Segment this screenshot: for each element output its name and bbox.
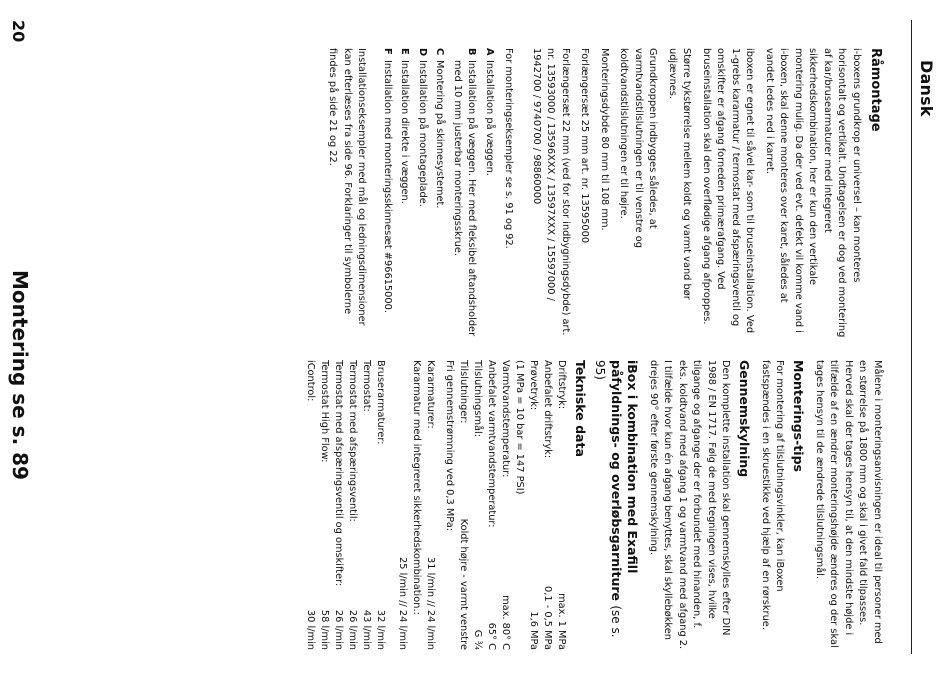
installation-text: Installation på montageplade. bbox=[417, 60, 428, 207]
paragraph: Installationseksempler med mål og ledningsdimensioner kan efterlæses fra side 96. Forklaringer til symbolerne findes på side 21 og 22. bbox=[327, 48, 368, 326]
paragraph: Forlængersæt 25 mm art. nr. 13595000 bbox=[579, 48, 591, 244]
spec-row bbox=[471, 360, 485, 650]
tekniske-data-heading: Tekniske data bbox=[573, 360, 589, 457]
flow-label: Termostat med afspæringsventil: bbox=[347, 360, 359, 522]
flow-value: 26 l/min bbox=[347, 609, 359, 650]
paragraph: Forlængersæt 22 mm (ved for stor indbygningsdybde) art. nr. 13593000 / 13596XXX / 13597XXX / 15597000 / 1942700 / 9740700 / 98860000 bbox=[531, 48, 571, 336]
flow-label: Termostat: bbox=[361, 360, 373, 412]
spec-label: Anbefalet varmtvandstemperatur: bbox=[486, 360, 498, 528]
installation-item bbox=[380, 48, 395, 338]
spec-label: Prøvetryk: bbox=[528, 360, 540, 411]
flow-value: 30 l/min bbox=[305, 609, 317, 650]
flow-value: 32 l/min bbox=[375, 609, 387, 650]
installation-item bbox=[397, 48, 412, 338]
spec-value: G ¾ bbox=[472, 629, 484, 650]
flow-value: 26 l/min bbox=[333, 609, 345, 650]
flow-label: Termostat High Flow: bbox=[319, 360, 331, 463]
ibox-subref: (se s. 95) bbox=[593, 360, 624, 638]
spec-label: Driftstryk: bbox=[556, 360, 568, 410]
installation-item bbox=[482, 48, 497, 338]
flow-label: iControl: bbox=[305, 360, 317, 402]
flow-row bbox=[396, 360, 410, 650]
flow-row bbox=[318, 360, 332, 650]
flow-value: 58 l/min bbox=[319, 609, 331, 650]
paragraph: Monteringsdybde 80 mm til 108 mm. bbox=[599, 48, 610, 231]
paragraph: iboxen er egnet til såvel kar- som til bruseinstallation. Ved 1-grebs kararmatur / termostat med afspæringsventil og omskifter er afgang forneden primærafgang. Ved bruseinstallation skal den overflødige afgang afproppes. bbox=[701, 48, 756, 334]
flow-row bbox=[346, 360, 360, 650]
flow-value: 43 l/min bbox=[361, 609, 373, 650]
ibox-heading bbox=[593, 360, 641, 650]
spec-label: (1 MPa = 10 bar = 147 PSI) bbox=[514, 360, 526, 495]
spec-row bbox=[527, 360, 541, 650]
gennemskylning-heading: Gennemskylning bbox=[737, 360, 753, 478]
installation-key: B bbox=[466, 48, 478, 56]
flow-value: 31 l/min // 24 l/min bbox=[425, 557, 437, 650]
page-number: 20 bbox=[9, 20, 28, 43]
flow-label: Termostat med afspæringsventil og omskifter: bbox=[333, 360, 345, 587]
spec-label: Tilslutninger: bbox=[458, 360, 470, 424]
flow-row bbox=[304, 360, 318, 650]
installation-item bbox=[415, 48, 430, 338]
installation-item bbox=[432, 48, 447, 338]
footer-note: Montering se s. 89 bbox=[8, 270, 32, 480]
spec-label: Anbefalet driftstryk: bbox=[542, 360, 554, 459]
spec-row bbox=[457, 360, 471, 650]
header-rule bbox=[911, 20, 912, 654]
language-heading: Dansk bbox=[917, 60, 936, 117]
flow-label: Kararmatur med integreret sikkerhedskombination.: bbox=[411, 360, 423, 615]
spec-label: Tilslutningsmål: bbox=[472, 360, 484, 438]
paragraph: Større tykstørrelse mellem koldt og varmt vand bør udjævnes. bbox=[667, 48, 693, 300]
spec-row bbox=[555, 360, 569, 650]
installation-text: Installation på væggen. Her med fleksibel aftandsholder med 10 mm justerbar monteringsskrue. bbox=[452, 60, 478, 337]
paragraph: Den komplette installation skal gennemskylles efter DIN 1988 / EN 1717. Følg de med tegningen vises, hvilke tilgange og afgange der er forbundet med hinanden, f. eks. koldtvand med afgang 1 og varmtvand med afgang 2. I tilfælde hvor kun én afgang benyttes, skal skyllebøkken drejes 90° efter første gennemskylning. bbox=[648, 360, 732, 650]
flow-row bbox=[332, 360, 346, 650]
spec-row bbox=[485, 360, 499, 650]
flow-row bbox=[374, 360, 388, 650]
flow-row bbox=[410, 360, 424, 650]
installation-key: F bbox=[382, 48, 393, 55]
spec-label: Varmtvandstemperatur: bbox=[500, 360, 512, 478]
tips-heading: Monterings-tips bbox=[791, 360, 807, 472]
spec-value: max. 80° C bbox=[500, 595, 512, 650]
spec-row bbox=[513, 360, 527, 650]
installation-text: Installation direkte i væggen. bbox=[399, 60, 411, 204]
flow-row bbox=[424, 360, 438, 650]
installation-item bbox=[450, 48, 479, 338]
installation-text: Installation på væggen. bbox=[484, 60, 495, 176]
spec-value: Koldt højre - varmt venstre bbox=[458, 518, 470, 650]
installation-key: D bbox=[417, 48, 428, 57]
installation-text: Montering på skinnesystemet. bbox=[434, 60, 446, 209]
spec-value: 65° C bbox=[486, 622, 498, 650]
spec-value: max. 1 MPa bbox=[556, 593, 568, 650]
ramontage-heading: Råmontage bbox=[868, 48, 883, 132]
paragraph: Målene i monteringsanvisningen er ideal til personer med en størrelse på 1800 mm og skal i givet fald tilpasses. Herved skal der tages hensyn til, at den mindste højde i tilfælde af en ændrer monteringshøjde ændres og der skal tages hensyn til de ændrede tilslutningsmål. bbox=[814, 360, 883, 648]
paragraph: Grundkroppen indbygges således, at varmtvandstilslutningen er til venstre og koldtvandstilslutningen er til højre. bbox=[618, 48, 659, 248]
flow-value: 25 l/min // 24 l/min bbox=[397, 557, 409, 650]
flow-label: Bruserarmaturer: bbox=[375, 360, 387, 445]
paragraph: i-boxens grundkrop er universel – kan monteres horisontalt og vertikalt. Undtagelsen er dog ved montering af kar/brusearmaturer med integreret sikkerhedskombination, her er kun den vertikale montering mulig. Da der ved evt. defekt vil komme vand i i-boxen, skal denne monteres over karet, således at vandet ledes ned i karret. bbox=[764, 48, 862, 338]
spec-row bbox=[541, 360, 555, 650]
installation-text: Installation med monteringsskinnesæt #96615000. bbox=[382, 60, 393, 313]
spec-value: 0,1 - 0,5 MPa bbox=[542, 586, 554, 650]
mounting-intro: For monteringseksempler se s. 91 og 92. bbox=[503, 48, 515, 249]
flow-heading: Fri gennemstrømning ved 0,3 MPa: bbox=[444, 360, 456, 532]
flow-label: Kararmaturer: bbox=[425, 360, 437, 429]
installation-key: A bbox=[484, 48, 495, 56]
spec-value: 1,6 MPa bbox=[528, 611, 540, 650]
right-column bbox=[304, 360, 885, 650]
installation-key: C bbox=[434, 48, 446, 56]
flow-row bbox=[360, 360, 374, 650]
spec-row bbox=[499, 360, 513, 650]
left-column bbox=[320, 48, 884, 338]
ibox-heading-text: iBox i kombination med Exafill påfyldnings- og overløbsgarniture bbox=[609, 360, 641, 601]
paragraph: For montering af tilslutningsvinkler, kan iBoxen fastspændes i en skruestikke ved hjælp af en rørskrue. bbox=[760, 360, 786, 630]
installation-key: E bbox=[399, 48, 411, 55]
